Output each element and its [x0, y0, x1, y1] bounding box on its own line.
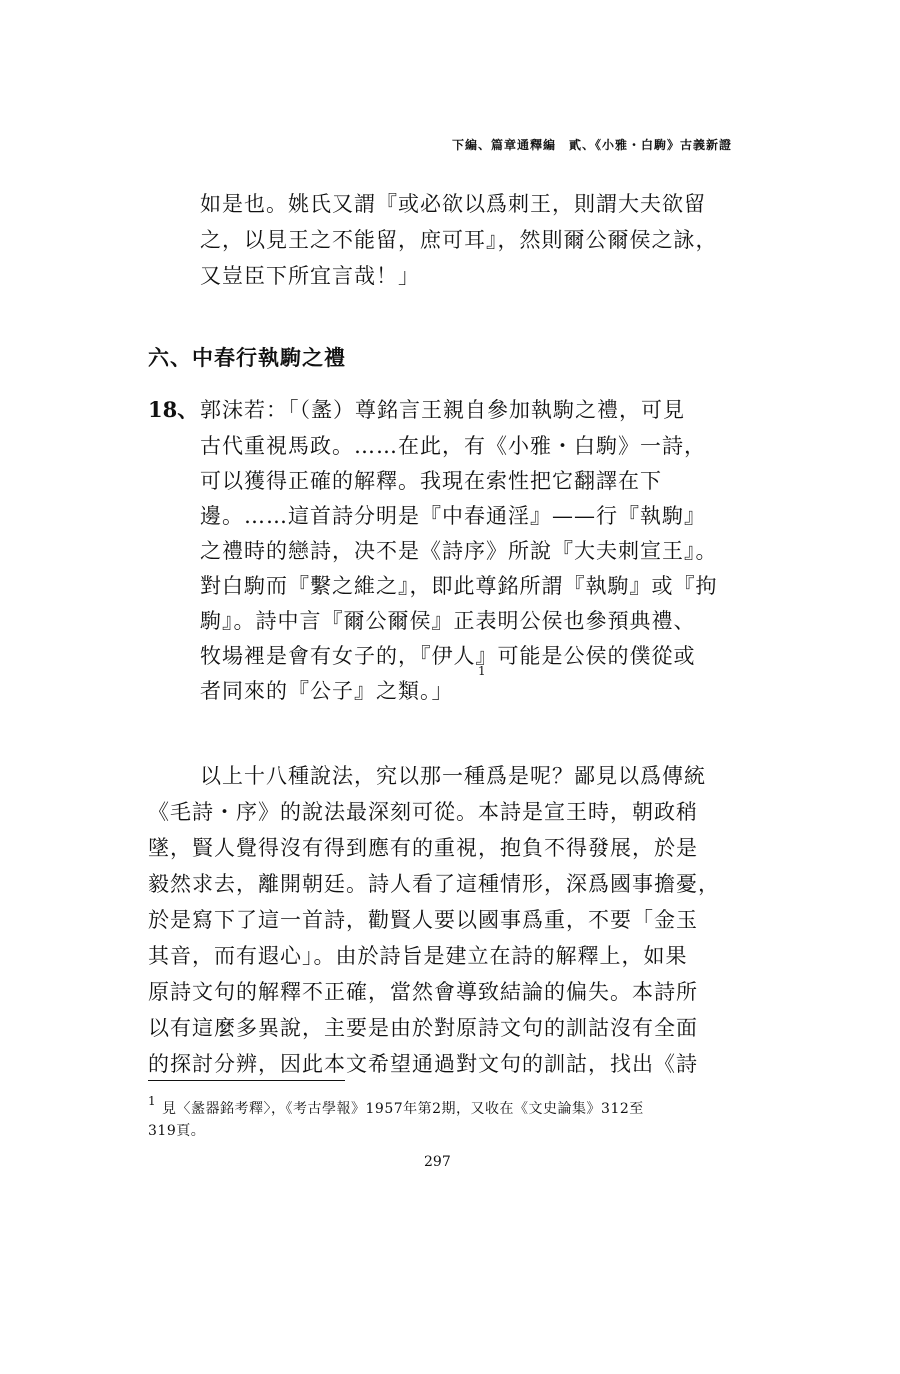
body-line-7: 原詩文句的解釋不正確，當然會導致結論的偏失。本詩所 — [148, 980, 698, 1004]
page-number: 297 — [424, 1154, 451, 1170]
body-line-5: 於是寫下了這一首詩，勸賢人要以國事爲重，不要「金玉 — [148, 908, 698, 932]
continuation-line-2: 之，以見王之不能留，庶可耳』，然則爾公爾侯之詠， — [200, 228, 718, 252]
section-heading: 六、中春行執駒之禮 — [148, 345, 346, 370]
item-line-8: 牧場裡是會有女子的，『伊人』可能是公侯的僕從或 — [200, 644, 696, 668]
body-line-8: 以有這麼多異說，主要是由於對原詩文句的訓詁沒有全面 — [148, 1016, 698, 1040]
item-line-1: 郭沫若：「（盠）尊銘言王親自參加執駒之禮，可見 — [200, 398, 685, 422]
footnote-reference: 1 — [478, 664, 486, 678]
item-line-2: 古代重視馬政。……在此，有《小雅・白駒》一詩， — [200, 434, 706, 458]
running-header: 下編、篇章通釋編 貳、《小雅・白駒》古義新證 — [451, 138, 732, 152]
footnote-rule — [148, 1080, 345, 1081]
footnote-line-1: 見〈盠器銘考釋〉，《考古學報》1957年第2期，又收在《文史論集》312至 — [162, 1101, 644, 1117]
item-line-5: 之禮時的戀詩，决不是《詩序》所說『大夫刺宣王』。 — [200, 539, 718, 563]
body-line-1: 以上十八種說法，究以那一種爲是呢？鄙見以爲傳統 — [200, 764, 706, 788]
item-line-4: 邊。……這首詩分明是『中春通淫』——行『執駒』 — [200, 504, 706, 528]
continuation-line-1: 如是也。姚氏又謂『或必欲以爲刺王，則謂大夫欲留 — [200, 192, 706, 216]
body-line-6: 其音，而有遐心」。由於詩旨是建立在詩的解釋上，如果 — [148, 944, 688, 968]
item-line-7: 駒』。詩中言『爾公爾侯』正表明公侯也參預典禮、 — [200, 609, 696, 633]
footnote-line-2: 319頁。 — [148, 1123, 206, 1139]
footnote-mark: 1 — [148, 1094, 156, 1108]
body-line-9: 的探討分辨，因此本文希望通過對文句的訓詁，找出《詩 — [148, 1052, 698, 1076]
item-line-6: 對白駒而『繫之維之』，即此尊銘所謂『執駒』或『拘 — [200, 574, 718, 598]
item-number: 18、 — [148, 397, 199, 422]
body-line-3: 墜，賢人覺得沒有得到應有的重視，抱負不得發展，於是 — [148, 836, 698, 860]
body-line-4: 毅然求去，離開朝廷。詩人看了這種情形，深爲國事擔憂， — [148, 872, 720, 896]
body-line-2: 《毛詩・序》的說法最深刻可從。本詩是宣王時，朝政稍 — [148, 800, 698, 824]
continuation-line-3: 又豈臣下所宜言哉！」 — [200, 264, 420, 288]
item-line-9: 者同來的『公子』之類。」 — [200, 679, 454, 703]
item-line-3: 可以獲得正確的解釋。我現在索性把它翻譯在下 — [200, 469, 662, 493]
